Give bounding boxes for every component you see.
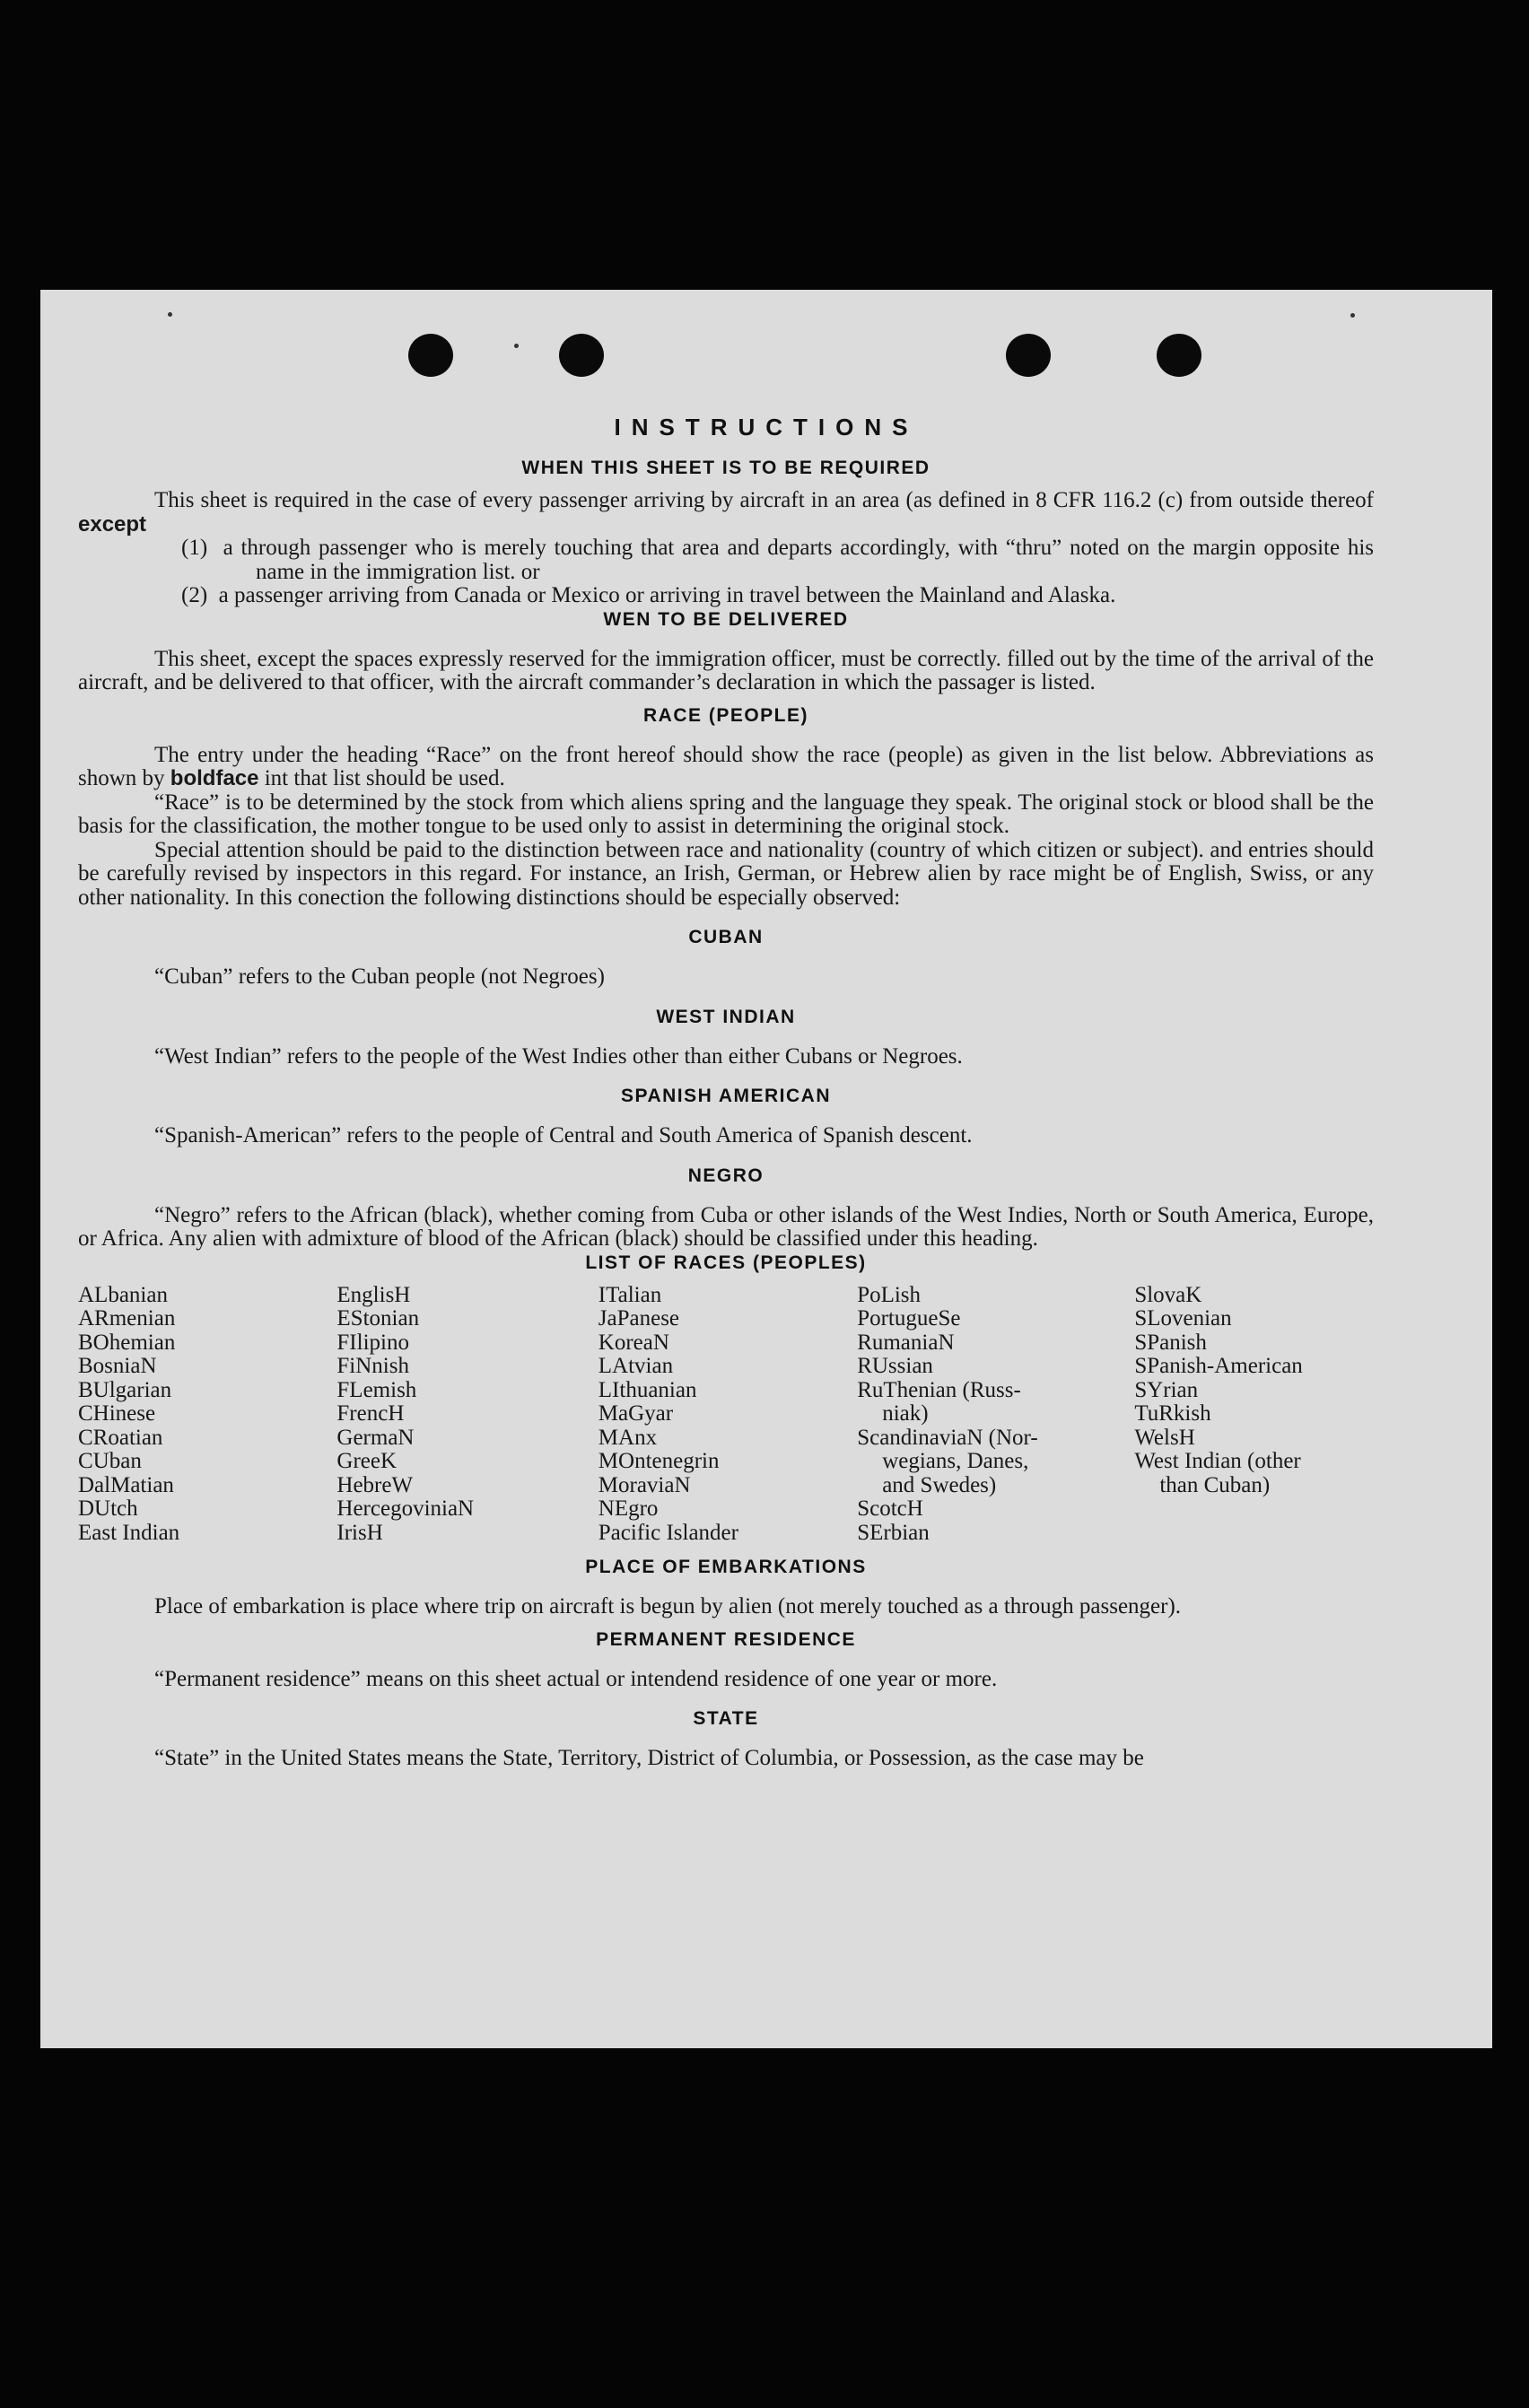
race-entry: HercegoviniaN (336, 1496, 475, 1521)
race-entry: BUlgarian (78, 1377, 172, 1402)
race-entry: GermaN (336, 1425, 415, 1450)
race-entry: MoraviaN (598, 1472, 691, 1497)
residence-text: “Permanent residence” means on this sheet actual or intendend residence of one year or more. (154, 1666, 998, 1691)
races-column-2 (336, 1284, 598, 1546)
instructions-body (78, 457, 1374, 1771)
race-entry: CRoatian (78, 1425, 163, 1450)
race-entry: MAnx (598, 1425, 658, 1450)
section-heading-required: WHEN THIS SHEET IS TO BE REQUIRED (521, 458, 931, 478)
race-entry: CUban (78, 1449, 142, 1473)
race-entry: DUtch (78, 1496, 138, 1521)
section-heading-residence: PERMANENT RESIDENCE (596, 1628, 856, 1650)
race-entry: BOhemian (78, 1330, 176, 1355)
race-entry: TuRkish (1134, 1401, 1211, 1426)
race-entry: HebreW (336, 1472, 414, 1497)
boldface-bold: boldface (170, 766, 259, 790)
punch-hole (1157, 334, 1201, 377)
section-heading-cuban: CUBAN (688, 927, 764, 947)
section-heading-spanish-american: SPANISH AMERICAN (620, 1086, 831, 1106)
race-entry: LAtvian (598, 1354, 674, 1378)
except-bold: except (78, 511, 147, 537)
race-entry: MaGyar (598, 1401, 674, 1426)
race-paragraph-1: The entry under the heading “Race” on the front hereof should show the race (people) as given in the list below. Abbreviations as shown by boldface int that list should be used. (78, 742, 1374, 790)
race-entry: SYrian (1134, 1377, 1199, 1402)
race-entry: IrisH (336, 1520, 383, 1545)
required-item-1: (1) a through passenger who is merely touching that area and departs accordingly, with “thru” noted on the margin opposite his name in the immigration list. or (181, 536, 1374, 584)
state-text: “State” in the United States means the State, Territory, District of Columbia, or Possession, as the case may be (154, 1746, 1144, 1770)
race-entry: SPanish (1134, 1330, 1207, 1355)
race-entry: JaPanese (598, 1306, 680, 1331)
race-entry: niak) (882, 1401, 929, 1426)
races-column-4 (857, 1284, 1134, 1546)
race-entry: NEgro (598, 1496, 659, 1521)
race-entry: GreeK (336, 1449, 398, 1473)
race-paragraph-2: “Race” is to be determined by the stock from which aliens spring and the language they speak. The original stock or blood shall be the basis for the classification, the mother tongue to be used only to assist in determining the original stock. (78, 790, 1374, 838)
race-entry: ALbanian (78, 1282, 168, 1307)
races-column-1 (78, 1284, 336, 1546)
section-heading-race: RACE (PEOPLE) (642, 704, 808, 726)
race-entry: RUssian (857, 1354, 933, 1378)
race-entry: Pacific Islander (598, 1520, 738, 1545)
race-entry: BosniaN (78, 1354, 157, 1378)
race-entry: East Indian (78, 1520, 180, 1545)
west-indian-text: “West Indian” refers to the people of the West Indies other than either Cubans or Negroes. (154, 1043, 963, 1069)
races-column-5 (1134, 1284, 1374, 1546)
race-entry: EStonian (336, 1306, 420, 1331)
race-entry: FrencH (336, 1401, 405, 1426)
required-intro: This sheet is required in the case of every passenger arriving by aircraft in an area (as defined in 8 CFR 116.2 (c) from outside thereof except (78, 488, 1374, 537)
section-heading-embarkation: PLACE OF EMBARKATIONS (585, 1557, 867, 1577)
race-entry: ScotcH (857, 1496, 923, 1521)
race-entry: DalMatian (78, 1472, 174, 1497)
speck (168, 312, 172, 317)
section-heading-races: LIST OF RACES (PEOPLES) (585, 1252, 867, 1273)
race-entry: ARmenian (78, 1306, 176, 1331)
races-list (78, 1284, 1374, 1546)
punch-hole (559, 334, 604, 377)
race-entry: PoLish (857, 1282, 922, 1307)
race-entry: FLemish (336, 1377, 417, 1402)
section-heading-negro: NEGRO (687, 1165, 764, 1186)
speck (514, 344, 519, 348)
race-entry: ScandinaviaN (Nor- (857, 1425, 1038, 1450)
race-entry: wegians, Danes, (882, 1449, 1029, 1473)
race-entry: KoreaN (598, 1330, 669, 1355)
embarkation-text: Place of embarkation is place where trip on aircraft is begun by alien (not merely touched as a through passenger). (154, 1594, 1182, 1618)
section-heading-state: STATE (693, 1708, 759, 1729)
race-entry: LIthuanian (598, 1377, 697, 1402)
cuban-text: “Cuban” refers to the Cuban people (not Negroes) (154, 964, 605, 989)
race-entry: and Swedes) (882, 1472, 997, 1497)
race-entry: than Cuban) (1159, 1472, 1271, 1497)
speck (1350, 313, 1355, 318)
race-entry: WelsH (1134, 1425, 1195, 1450)
punch-hole (1006, 334, 1051, 377)
race-entry: SLovenian (1134, 1306, 1232, 1331)
race-entry: ITalian (598, 1282, 662, 1307)
negro-text: “Negro” refers to the African (black), whether coming from Cuba or other islands of the West Indies, North or South America, Europe, or Africa. Any alien with admixture of blood of the African (black) should be classified under this heading. (78, 1202, 1374, 1251)
race-entry: RuThenian (Russ- (857, 1377, 1021, 1402)
race-entry: SlovaK (1134, 1282, 1202, 1307)
section-heading-west-indian: WEST INDIAN (656, 1006, 796, 1027)
race-entry: SErbian (857, 1520, 930, 1545)
punch-hole (408, 334, 453, 377)
race-entry: FIlipino (336, 1330, 409, 1355)
race-entry: EnglisH (336, 1282, 411, 1307)
instruction-sheet (40, 290, 1492, 2048)
race-entry: PortugueSe (857, 1306, 961, 1331)
race-entry: CHinese (78, 1401, 156, 1426)
spanish-american-text: “Spanish-American” refers to the people of Central and South America of Spanish descent. (154, 1123, 973, 1147)
race-entry: FiNnish (336, 1354, 409, 1378)
races-column-3 (598, 1284, 857, 1546)
race-entry: SPanish-American (1134, 1354, 1303, 1378)
race-entry: RumaniaN (857, 1330, 955, 1355)
delivered-text: This sheet, except the spaces expressly reserved for the immigration officer, must be correctly. filled out by the time of the arrival of the aircraft, and be delivered to that officer, with the aircraft commander’s declaration in which the passager is listed. (78, 646, 1374, 694)
race-entry: West Indian (other (1134, 1449, 1301, 1473)
section-heading-delivered: WEN TO BE DELIVERED (603, 608, 849, 630)
race-paragraph-3: Special attention should be paid to the distinction between race and nationality (country of which citizen or subject). and entries should be carefully revised by inspectors in this regard. For instance, an Irish, German, or Hebrew alien by race might be of English, Swiss, or any other nationality. In this conection the following distinctions should be especially observed: (78, 837, 1374, 910)
page-title: INSTRUCTIONS (614, 414, 919, 441)
required-item-2: (2) a passenger arriving from Canada or Mexico or arriving in travel between the Mainland and Alaska. (181, 583, 1116, 607)
race-entry: MOntenegrin (598, 1449, 720, 1473)
